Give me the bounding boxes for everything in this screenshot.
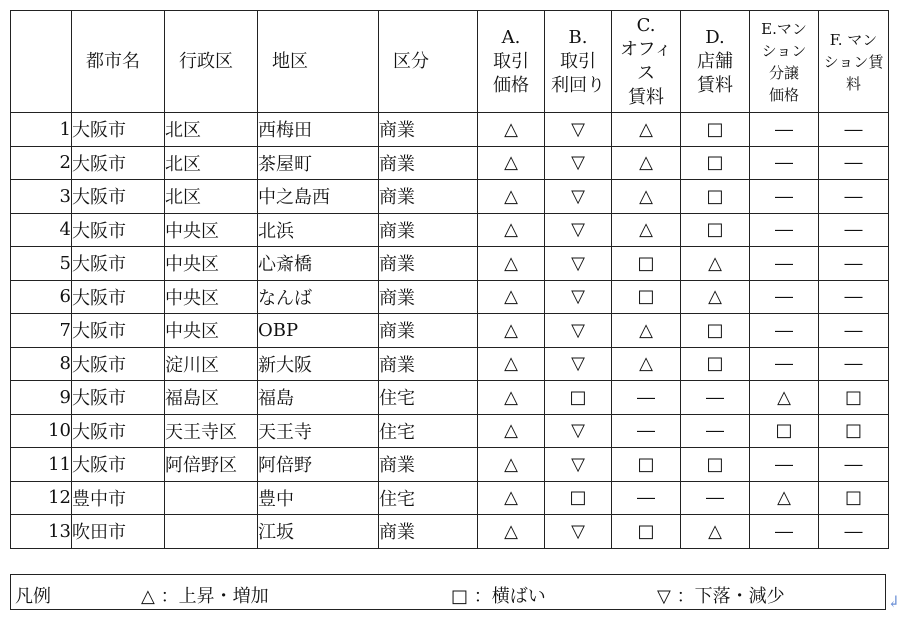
transaction-yield-cell: ▽ bbox=[545, 247, 612, 281]
land-price-trend-table bbox=[10, 10, 889, 549]
district-cell: 心斎橋 bbox=[258, 247, 379, 281]
office-rent-cell: △ bbox=[612, 146, 681, 180]
store-rent-cell: ― bbox=[681, 481, 750, 515]
header-transaction-yield: B. 取引 利回り bbox=[545, 11, 612, 113]
header-condo-rent: F. マン ション賃 料 bbox=[819, 11, 889, 113]
type-cell: 商業 bbox=[379, 146, 478, 180]
transaction-yield-cell: ▽ bbox=[545, 113, 612, 147]
table-row bbox=[11, 280, 889, 314]
ward-cell: 阿倍野区 bbox=[165, 448, 258, 482]
row-number: 10 bbox=[11, 414, 72, 448]
transaction-yield-cell: ▽ bbox=[545, 146, 612, 180]
row-number: 5 bbox=[11, 247, 72, 281]
header-city: 都市名 bbox=[72, 11, 165, 113]
city-cell: 大阪市 bbox=[72, 381, 165, 415]
table-row bbox=[11, 146, 889, 180]
ward-cell bbox=[165, 515, 258, 549]
transaction-yield-cell: ▽ bbox=[545, 280, 612, 314]
table-row bbox=[11, 347, 889, 381]
store-rent-cell: □ bbox=[681, 347, 750, 381]
type-cell: 商業 bbox=[379, 180, 478, 214]
city-cell: 大阪市 bbox=[72, 146, 165, 180]
condo-rent-cell: □ bbox=[819, 414, 889, 448]
condo-rent-cell: ― bbox=[819, 247, 889, 281]
district-cell: 西梅田 bbox=[258, 113, 379, 147]
store-rent-cell: ― bbox=[681, 414, 750, 448]
transaction-price-cell: △ bbox=[478, 381, 545, 415]
transaction-yield-cell: ▽ bbox=[545, 347, 612, 381]
office-rent-cell: □ bbox=[612, 280, 681, 314]
condo-sale-price-cell: △ bbox=[750, 481, 819, 515]
row-number: 12 bbox=[11, 481, 72, 515]
office-rent-cell: ― bbox=[612, 414, 681, 448]
transaction-price-cell: △ bbox=[478, 481, 545, 515]
transaction-price-cell: △ bbox=[478, 347, 545, 381]
district-cell: なんば bbox=[258, 280, 379, 314]
condo-sale-price-cell: ― bbox=[750, 448, 819, 482]
city-cell: 大阪市 bbox=[72, 314, 165, 348]
condo-rent-cell: ― bbox=[819, 213, 889, 247]
transaction-yield-cell: ▽ bbox=[545, 314, 612, 348]
condo-sale-price-cell: ― bbox=[750, 347, 819, 381]
condo-rent-cell: ― bbox=[819, 448, 889, 482]
header-office-rent: C. オフィス 賃料 bbox=[612, 11, 681, 113]
store-rent-cell: □ bbox=[681, 146, 750, 180]
ward-cell: 中央区 bbox=[165, 247, 258, 281]
condo-rent-cell: ― bbox=[819, 515, 889, 549]
transaction-price-cell: △ bbox=[478, 180, 545, 214]
store-rent-cell: △ bbox=[681, 280, 750, 314]
city-cell: 大阪市 bbox=[72, 280, 165, 314]
district-cell: 豊中 bbox=[258, 481, 379, 515]
office-rent-cell: △ bbox=[612, 213, 681, 247]
transaction-price-cell: △ bbox=[478, 515, 545, 549]
transaction-yield-cell: ▽ bbox=[545, 414, 612, 448]
type-cell: 商業 bbox=[379, 314, 478, 348]
transaction-yield-cell: □ bbox=[545, 381, 612, 415]
table-row bbox=[11, 180, 889, 214]
header-ward: 行政区 bbox=[165, 11, 258, 113]
district-cell: 阿倍野 bbox=[258, 448, 379, 482]
header-transaction-price: A. 取引 価格 bbox=[478, 11, 545, 113]
condo-rent-cell: ― bbox=[819, 280, 889, 314]
office-rent-cell: □ bbox=[612, 448, 681, 482]
city-cell: 吹田市 bbox=[72, 515, 165, 549]
table-row bbox=[11, 448, 889, 482]
city-cell: 大阪市 bbox=[72, 213, 165, 247]
store-rent-cell: □ bbox=[681, 314, 750, 348]
condo-rent-cell: ― bbox=[819, 314, 889, 348]
header-district: 地区 bbox=[258, 11, 379, 113]
store-rent-cell: □ bbox=[681, 448, 750, 482]
city-cell: 大阪市 bbox=[72, 347, 165, 381]
condo-sale-price-cell: ― bbox=[750, 113, 819, 147]
transaction-price-cell: △ bbox=[478, 280, 545, 314]
table-row bbox=[11, 314, 889, 348]
type-cell: 住宅 bbox=[379, 481, 478, 515]
ward-cell: 淀川区 bbox=[165, 347, 258, 381]
row-number: 3 bbox=[11, 180, 72, 214]
type-cell: 商業 bbox=[379, 448, 478, 482]
district-cell: 福島 bbox=[258, 381, 379, 415]
office-rent-cell: □ bbox=[612, 515, 681, 549]
type-cell: 商業 bbox=[379, 247, 478, 281]
ward-cell: 天王寺区 bbox=[165, 414, 258, 448]
type-cell: 商業 bbox=[379, 347, 478, 381]
legend-flat: □ ：横ばい bbox=[451, 586, 546, 607]
legend-down: ▽ ：下落・減少 bbox=[657, 586, 785, 607]
table-row bbox=[11, 414, 889, 448]
legend-box bbox=[10, 574, 886, 610]
row-number: 6 bbox=[11, 280, 72, 314]
type-cell: 商業 bbox=[379, 213, 478, 247]
district-cell: 新大阪 bbox=[258, 347, 379, 381]
row-number: 9 bbox=[11, 381, 72, 415]
condo-sale-price-cell: △ bbox=[750, 381, 819, 415]
ward-cell: 北区 bbox=[165, 180, 258, 214]
condo-sale-price-cell: ― bbox=[750, 247, 819, 281]
office-rent-cell: ― bbox=[612, 481, 681, 515]
condo-sale-price-cell: ― bbox=[750, 515, 819, 549]
row-number: 4 bbox=[11, 213, 72, 247]
transaction-price-cell: △ bbox=[478, 247, 545, 281]
row-number: 1 bbox=[11, 113, 72, 147]
legend-up: △ ：上昇・増加 bbox=[141, 586, 269, 607]
transaction-yield-cell: ▽ bbox=[545, 448, 612, 482]
legend-title: 凡例 bbox=[15, 586, 51, 607]
transaction-yield-cell: ▽ bbox=[545, 213, 612, 247]
ward-cell: 中央区 bbox=[165, 314, 258, 348]
condo-rent-cell: ― bbox=[819, 347, 889, 381]
type-cell: 商業 bbox=[379, 113, 478, 147]
store-rent-cell: ― bbox=[681, 381, 750, 415]
district-cell: 中之島西 bbox=[258, 180, 379, 214]
city-cell: 大阪市 bbox=[72, 180, 165, 214]
row-number: 2 bbox=[11, 146, 72, 180]
header-type: 区分 bbox=[379, 11, 478, 113]
district-cell: 天王寺 bbox=[258, 414, 379, 448]
condo-sale-price-cell: ― bbox=[750, 314, 819, 348]
city-cell: 大阪市 bbox=[72, 448, 165, 482]
city-cell: 大阪市 bbox=[72, 247, 165, 281]
condo-rent-cell: ― bbox=[819, 180, 889, 214]
paragraph-mark-icon: ↲ bbox=[887, 592, 900, 611]
ward-cell: 福島区 bbox=[165, 381, 258, 415]
store-rent-cell: □ bbox=[681, 213, 750, 247]
transaction-yield-cell: ▽ bbox=[545, 515, 612, 549]
ward-cell: 北区 bbox=[165, 146, 258, 180]
transaction-price-cell: △ bbox=[478, 414, 545, 448]
office-rent-cell: △ bbox=[612, 113, 681, 147]
office-rent-cell: ― bbox=[612, 381, 681, 415]
condo-sale-price-cell: □ bbox=[750, 414, 819, 448]
condo-sale-price-cell: ― bbox=[750, 213, 819, 247]
table-row bbox=[11, 247, 889, 281]
table-row bbox=[11, 481, 889, 515]
row-number: 8 bbox=[11, 347, 72, 381]
row-number: 13 bbox=[11, 515, 72, 549]
ward-cell: 中央区 bbox=[165, 213, 258, 247]
store-rent-cell: △ bbox=[681, 247, 750, 281]
city-cell: 豊中市 bbox=[72, 481, 165, 515]
condo-rent-cell: ― bbox=[819, 113, 889, 147]
transaction-price-cell: △ bbox=[478, 146, 545, 180]
city-cell: 大阪市 bbox=[72, 414, 165, 448]
row-number: 7 bbox=[11, 314, 72, 348]
transaction-price-cell: △ bbox=[478, 113, 545, 147]
condo-rent-cell: □ bbox=[819, 381, 889, 415]
table-row bbox=[11, 515, 889, 549]
condo-sale-price-cell: ― bbox=[750, 280, 819, 314]
transaction-yield-cell: □ bbox=[545, 481, 612, 515]
transaction-price-cell: △ bbox=[478, 213, 545, 247]
type-cell: 住宅 bbox=[379, 414, 478, 448]
store-rent-cell: □ bbox=[681, 180, 750, 214]
table-body bbox=[11, 113, 889, 549]
type-cell: 商業 bbox=[379, 280, 478, 314]
table-row bbox=[11, 381, 889, 415]
condo-rent-cell: □ bbox=[819, 481, 889, 515]
header-store-rent: D. 店舗 賃料 bbox=[681, 11, 750, 113]
city-cell: 大阪市 bbox=[72, 113, 165, 147]
office-rent-cell: □ bbox=[612, 247, 681, 281]
district-cell: 江坂 bbox=[258, 515, 379, 549]
condo-sale-price-cell: ― bbox=[750, 146, 819, 180]
ward-cell: 北区 bbox=[165, 113, 258, 147]
office-rent-cell: △ bbox=[612, 347, 681, 381]
transaction-price-cell: △ bbox=[478, 448, 545, 482]
store-rent-cell: □ bbox=[681, 113, 750, 147]
type-cell: 商業 bbox=[379, 515, 478, 549]
office-rent-cell: △ bbox=[612, 180, 681, 214]
header-condo-sale-price: E.マン ション 分譲 価格 bbox=[750, 11, 819, 113]
store-rent-cell: △ bbox=[681, 515, 750, 549]
table-row bbox=[11, 213, 889, 247]
office-rent-cell: △ bbox=[612, 314, 681, 348]
condo-sale-price-cell: ― bbox=[750, 180, 819, 214]
header-number bbox=[11, 11, 72, 113]
condo-rent-cell: ― bbox=[819, 146, 889, 180]
header-row bbox=[11, 11, 889, 113]
ward-cell: 中央区 bbox=[165, 280, 258, 314]
row-number: 11 bbox=[11, 448, 72, 482]
transaction-yield-cell: ▽ bbox=[545, 180, 612, 214]
district-cell: 茶屋町 bbox=[258, 146, 379, 180]
type-cell: 住宅 bbox=[379, 381, 478, 415]
transaction-price-cell: △ bbox=[478, 314, 545, 348]
ward-cell bbox=[165, 481, 258, 515]
table-row bbox=[11, 113, 889, 147]
district-cell: 北浜 bbox=[258, 213, 379, 247]
district-cell: OBP bbox=[258, 314, 379, 348]
